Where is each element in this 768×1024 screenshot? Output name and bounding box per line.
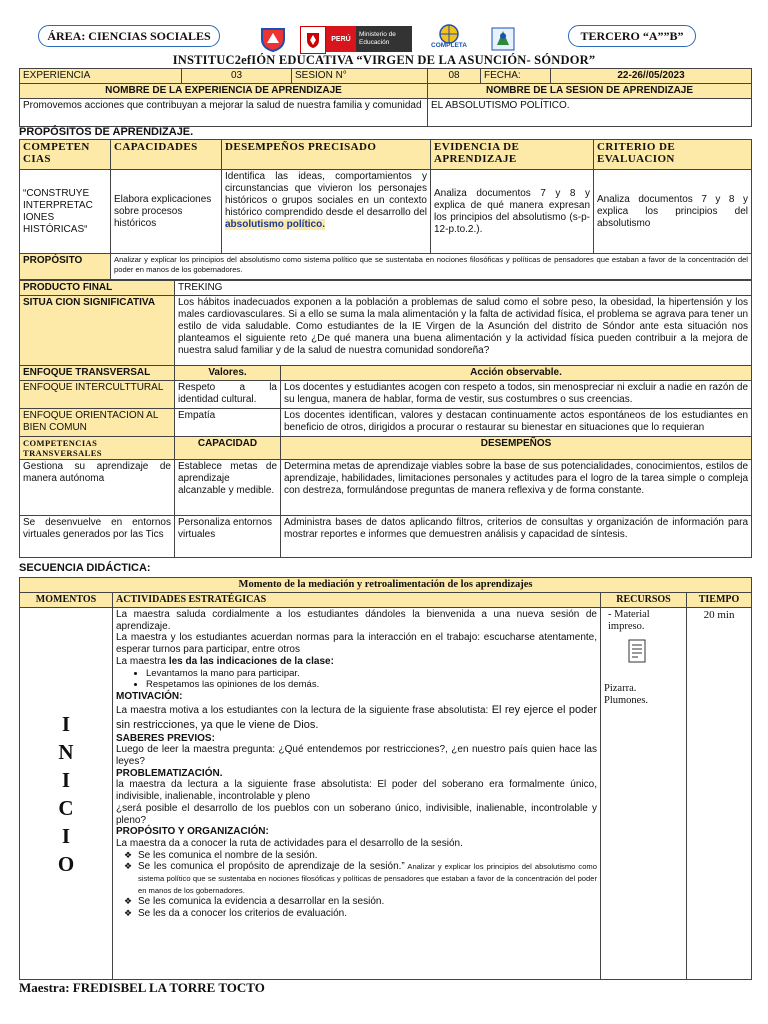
teacher-signature: Maestra: FREDISBEL LA TORRE TOCTO [19, 980, 265, 995]
transversal-competence: Se desenvuelve en entornos virtuales generados por las Tics [20, 516, 175, 558]
approach-action: Los docentes identifican, valores y destacan continuamente actos espontáneos de los estudiantes en beneficio de otros, dirigidos a procurar o restaurar su bienestar en situaciones que lo requieran [281, 409, 752, 437]
desempeno-cell [222, 170, 431, 254]
motivacion-text [116, 703, 597, 733]
resource-item: Plumones. [604, 695, 649, 706]
purpose-label: PROPÓSITO Y ORGANIZACIÓN: [116, 826, 269, 838]
capacidad-header: CAPACIDAD [175, 437, 281, 460]
action-header: Acción observable. [281, 366, 752, 381]
resource-item: - Material impreso. [608, 609, 650, 632]
experiencia-value: 03 [182, 69, 292, 84]
purpose-intro: La maestra da a conocer la ruta de actividades para el desarrollo de la sesión. [116, 837, 463, 849]
moment-title: Momento de la mediación y retroalimentación de los aprendizajes [20, 578, 752, 593]
moment-letter: I [61, 767, 71, 792]
fecha-value: 22-26//05/2023 [551, 69, 752, 84]
capacidad-cell: Elabora explicaciones sobre procesos históricos [111, 170, 222, 254]
motivacion-label: MOTIVACIÓN: [116, 690, 183, 702]
proposito-label: PROPÓSITO [20, 254, 111, 280]
document-icon [628, 639, 683, 667]
sesion-value: 08 [428, 69, 481, 84]
route-purpose: Analizar y explicar los principios del absolutismo como sistema político que se sustentaba en nociones filosóficas y políticas de pensadores que estaban a favor de la concentración del poder en manos de los gobernadores. [138, 862, 597, 895]
sequence-title: SECUENCIA DIDÁCTICA: [19, 562, 151, 574]
approach-label: ENFOQUE TRANSVERSAL [20, 366, 175, 381]
route-list [116, 850, 597, 920]
saberes-text: Luego de leer la maestra pregunta: ¿Qué entendemos por restricciones?, ¿en nuestro país quien hace las leyes? [116, 744, 597, 768]
actividades-header: ACTIVIDADES ESTRATÉGICAS [113, 593, 601, 608]
product-label: PRODUCTO FINAL [20, 281, 175, 296]
minedu-logo [300, 26, 412, 52]
time-cell: 20 min [687, 608, 752, 980]
class-rules-list [116, 668, 597, 691]
desempeno-highlight: absolutismo político. [225, 219, 326, 230]
capacidades-header: CAPACIDADES [111, 140, 222, 170]
ministry-badge: Ministerio de Educación [356, 26, 412, 52]
moment-letter: N [58, 739, 74, 764]
evidencia-cell: Analiza documentos 7 y 8 y explica de qué manera expresan los principios del absolutismo (s-p-12-p.to.2.). [431, 170, 594, 254]
desempeno-text: Identifica las ideas, comportamientos y circunstancias que vivieron los personajes históricos o grupos sociales en un contexto histórico comprendido desde el desarrollo del [225, 171, 427, 218]
problem-question: ¿será posible el desarrollo de los pueblos con un soberano único, indivisible, inalienable, incontrolable y pleno? [116, 802, 597, 826]
experience-name: Promovemos acciones que contribuyan a mejorar la salud de nuestra familia y comunidad [20, 99, 428, 127]
institution-name: INSTITUC2efIÓN EDUCATIVA “VIRGEN DE LA ASUNCIÓN- SÓNDOR” [172, 53, 596, 67]
competencias-header: COMPETEN CIAS [20, 140, 111, 170]
problem-label: PROBLEMATIZACIÓN. [116, 767, 223, 779]
area-label: ÁREA: CIENCIAS SOCIALES [38, 25, 220, 47]
session-name-header: NOMBRE DE LA SESION DE APRENDIZAJE [428, 84, 752, 99]
approach-value: Empatía [175, 409, 281, 437]
purposes-table [19, 139, 752, 280]
product-value: TREKING [175, 281, 752, 296]
sesion-label: SESION N° [292, 69, 428, 84]
desempenos-transversal-header: DESEMPEÑOS [281, 437, 752, 460]
moment-letter: I [61, 711, 71, 736]
moment-letter: C [58, 795, 74, 820]
list-item: • Levantamos la mano para participar. [146, 668, 597, 680]
motivacion-intro: La maestra motiva a los estudiantes con la lectura de la siguiente frase absolutista: [116, 704, 489, 716]
transversal-capacity: Personaliza entornos virtuales [175, 516, 281, 558]
resource-text: Material impreso. [608, 609, 650, 632]
list-item: ❖ Se les da a conocer los criterios de evaluación. [126, 908, 597, 920]
route-text: Se les comunica el propósito de aprendizaje de la sesión.” [138, 861, 405, 873]
activities-cell [113, 608, 601, 980]
experiencia-label: EXPERIENCIA [20, 69, 182, 84]
motivacion-quote: El rey ejerce el poder sin restricciones, ya que le viene de Dios. [116, 703, 597, 731]
list-item: • Respetamos las opiniones de los demás. [146, 679, 597, 691]
criterio-cell: Analiza documentos 7 y 8 y explica los principios del absolutismo [594, 170, 752, 254]
session-info-table [19, 68, 752, 127]
transversal-competence: Gestiona su aprendizaje de manera autónoma [20, 460, 175, 516]
saberes-label: SABERES PREVIOS: [116, 732, 215, 744]
purposes-title: PROPÓSITOS DE APRENDIZAJE. [19, 126, 194, 138]
competencia-cell: “CONSTRUYE INTERPRETAC IONES HISTÓRICAS“ [20, 170, 111, 254]
evidencia-header: EVIDENCIA DE APRENDIZAJE [431, 140, 594, 170]
approach-name: ENFOQUE ORIENTACION AL BIEN COMUN [20, 409, 175, 437]
approach-action: Los docentes y estudiantes acogen con respeto a todos, sin menospreciar ni excluir a nadie en razón de su lengua, manera de hablar, forma de vestir, sus costumbres o sus creencias. [281, 381, 752, 409]
resources-cell [601, 608, 687, 980]
grade-label: TERCERO “A””B” [568, 25, 696, 47]
context-table [19, 280, 752, 558]
intro-paragraph: La maestra y los estudiantes acuerdan normas para la interacción en el trabajo: escucharse atentamente, esperar turnos para participar, entre otros [116, 632, 597, 656]
values-header: Valores. [175, 366, 281, 381]
peru-badge: PERÚ [326, 26, 356, 52]
tiempo-header: TIEMPO [687, 593, 752, 608]
proposito-text: Analizar y explicar los principios del absolutismo como sistema político que se sustentaba en nociones filosóficas y políticas de pensadores que estaban a favor de la concentración del poder en manos de los gobernadores. [111, 254, 752, 280]
transversal-capacity: Establece metas de aprendizaje alcanzable y medible. [175, 460, 281, 516]
approach-value: Respeto a la identidad cultural. [175, 381, 281, 409]
experience-name-header: NOMBRE DE LA EXPERIENCIA DE APRENDIZAJE [20, 84, 428, 99]
momentos-header: MOMENTOS [20, 593, 113, 608]
intro-text: La maestra [116, 655, 169, 667]
problem-text: la maestra da lectura a la siguiente frase absolutista: El poder del soberano era formalmente único, indivisible, inalienable, incontrolable y pleno [116, 779, 597, 803]
resource-item: Pizarra. [604, 683, 637, 694]
list-item: ❖ Se les comunica el nombre de la sesión. [126, 850, 597, 862]
moment-letter: O [57, 851, 75, 876]
situation-label: SITUA CION SIGNIFICATIVA [20, 296, 175, 366]
approach-name: ENFOQUE INTERCULTTURAL [20, 381, 175, 409]
brand-text: COMPLETA [431, 42, 467, 49]
criterio-header: CRITERIO DE EVALUACION [594, 140, 752, 170]
transversal-performance: Determina metas de aprendizaje viables sobre la base de sus potencialidades, conocimientos, estilos de aprendizaje, habilidades, limitaciones personales y actitudes para el logro de la tarea simple o compleja con destreza, formulándose preguntas de manera reflexiva y de forma constante. [281, 460, 752, 516]
recursos-header: RECURSOS [601, 593, 687, 608]
sequence-table [19, 577, 752, 980]
intro-highlight: les da las indicaciones de la clase: [168, 655, 334, 667]
completa-logo [428, 24, 470, 52]
transversal-performance: Administra bases de datos aplicando filtros, criterios de consultas y organización de información para mostrar reportes e informes que demuestren análisis y capacidad de síntesis. [281, 516, 752, 558]
situation-text: Los hábitos inadecuados exponen a la población a problemas de salud como el sobre peso, la obesidad, la hipertensión y los males cardiovasculares. Si a ello se suma la mala alimentación y la falta de actividad física, el problema se agrava para tener un estilo de vida saludable. Como estudiantes de la IE Virgen de la Asunción del distrito de Sóndor ante esta situación nos planteamos el siguiente reto ¿De qué manera una buena alimentación y la actividad física pueden contribuir a la mejora de nuestra salud familiar y de la salud de nuestra comunidad sondoreña? [175, 296, 752, 366]
globe-icon [428, 24, 470, 44]
list-item: ❖ Se les comunica la evidencia a desarrollar en la sesión. [126, 896, 597, 908]
transversal-label: COMPETENCIAS TRANSVERSALES [20, 437, 175, 460]
moment-inicio [20, 608, 113, 980]
list-item [126, 861, 597, 896]
desempenos-header: DESEMPEÑOS PRECISADO [222, 140, 431, 170]
intro-paragraph [116, 656, 597, 668]
intro-paragraph: La maestra saluda cordialmente a los estudiantes dándoles la bienvenida a una nueva sesión de aprendizaje. [116, 609, 597, 632]
session-name: EL ABSOLUTISMO POLÍTICO. [428, 99, 752, 127]
fecha-label: FECHA: [481, 69, 551, 84]
moment-letter: I [61, 823, 71, 848]
coat-of-arms-icon [300, 26, 326, 54]
